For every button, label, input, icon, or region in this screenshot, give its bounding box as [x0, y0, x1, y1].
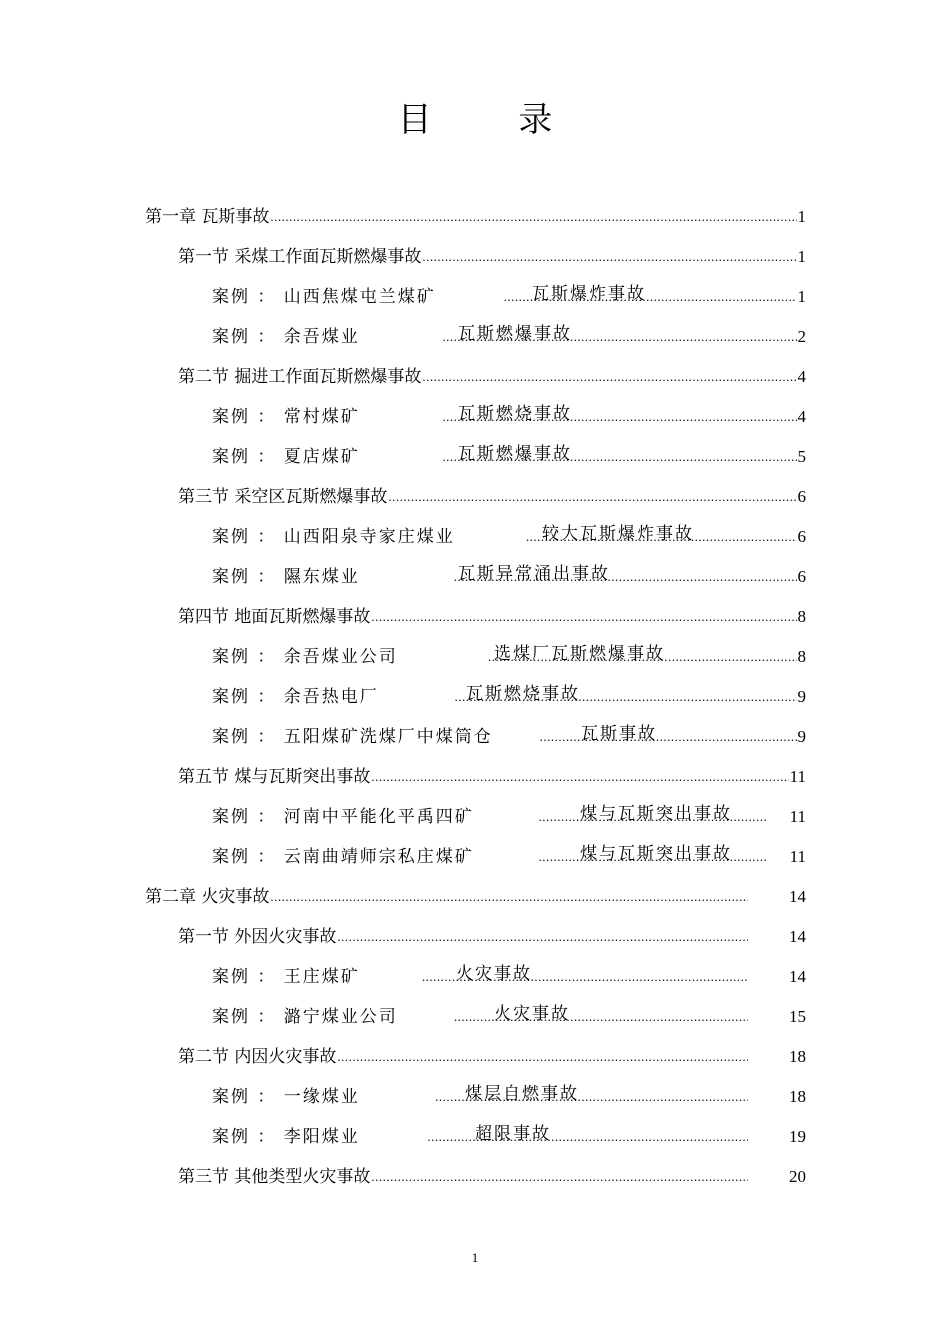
toc-entry-title: 案例 ： 云南曲靖师宗私庄煤矿: [212, 847, 474, 867]
toc-case-row[interactable]: [212, 400, 806, 428]
toc-entry-title: 第四节 地面瓦斯燃爆事故: [178, 607, 371, 627]
toc-case-row[interactable]: [212, 560, 806, 588]
toc-entry-title: 第三节 采空区瓦斯燃爆事故: [178, 487, 388, 507]
toc-section-row[interactable]: [178, 1160, 806, 1188]
toc-section-row[interactable]: [178, 360, 806, 388]
toc-entry-title: 第三节 其他类型火灾事故: [178, 1167, 371, 1187]
toc-page-number: 8: [797, 607, 806, 626]
toc-leader-dots: [371, 1168, 748, 1186]
toc-leader-dots: [371, 768, 788, 786]
toc-page-number: 11: [789, 767, 806, 786]
toc-entry-title: 案例 ： 余吾热电厂: [212, 687, 379, 707]
toc-page-number: 1: [797, 287, 806, 306]
toc-section-row[interactable]: [178, 1040, 806, 1068]
toc-page-number: 6: [797, 527, 806, 546]
toc-leader-dots: [540, 728, 797, 746]
toc-case-row[interactable]: [212, 280, 806, 308]
toc-chapter-row[interactable]: [145, 200, 806, 228]
toc-section-row[interactable]: [178, 480, 806, 508]
toc-entry-subtitle: 煤与瓦斯突出事故: [580, 804, 732, 824]
toc-case-row[interactable]: [212, 680, 806, 708]
toc-case-row[interactable]: [212, 520, 806, 548]
toc-leader-dots: [337, 928, 748, 946]
toc-entry-title: 第二节 内因火灾事故: [178, 1047, 337, 1067]
toc-leader-dots: [337, 1048, 748, 1066]
toc-entry-title: 案例 ： 潞宁煤业公司: [212, 1007, 398, 1027]
toc-case-row[interactable]: [212, 1080, 806, 1108]
toc-entry-title: 第一章 瓦斯事故: [145, 207, 270, 227]
toc-case-row[interactable]: [212, 800, 806, 828]
toc-entry-subtitle: 瓦斯燃爆事故: [458, 444, 572, 464]
toc-page-number: 1: [797, 207, 806, 226]
toc-entry-title: 案例 ： 夏店煤矿: [212, 447, 360, 467]
toc-section-row[interactable]: [178, 920, 806, 948]
toc-page-number: 9: [797, 687, 806, 706]
toc-chapter-row[interactable]: [145, 880, 806, 908]
toc-leader-dots: [270, 208, 796, 226]
toc-page-number: 11: [789, 807, 806, 826]
toc-entry-title: 案例 ： 五阳煤矿洗煤厂中煤筒仓: [212, 727, 493, 747]
toc-case-row[interactable]: [212, 320, 806, 348]
toc-page-number: 15: [789, 1007, 806, 1026]
toc-page-number: 14: [789, 967, 806, 986]
toc-page-number: 6: [797, 567, 806, 586]
toc-page-number: 18: [789, 1047, 806, 1066]
toc-page-number: 4: [797, 407, 806, 426]
toc-case-row[interactable]: [212, 1000, 806, 1028]
toc-entry-title: 案例 ： 余吾煤业公司: [212, 647, 398, 667]
toc-case-row[interactable]: [212, 840, 806, 868]
toc-case-row[interactable]: [212, 720, 806, 748]
toc-page-number: 5: [797, 447, 806, 466]
toc-entry-title: 第二章 火灾事故: [145, 887, 270, 907]
toc-entry-subtitle: 超限事故: [475, 1124, 551, 1144]
toc-page-number: 1: [797, 247, 806, 266]
page-title: 目 录: [397, 100, 591, 140]
toc-entry-title: 案例 ： 河南中平能化平禹四矿: [212, 807, 474, 827]
toc-case-row[interactable]: [212, 1120, 806, 1148]
toc-entry-subtitle: 瓦斯燃烧事故: [466, 684, 580, 704]
toc-page-number: 14: [789, 927, 806, 946]
toc-entry-title: 第五节 煤与瓦斯突出事故: [178, 767, 371, 787]
toc-entry-subtitle: 煤层自燃事故: [465, 1084, 579, 1104]
toc-page-number: 4: [797, 367, 806, 386]
toc-page-number: 14: [789, 887, 806, 906]
toc-entry-title: 第一节 采煤工作面瓦斯燃爆事故: [178, 247, 422, 267]
toc-case-row[interactable]: [212, 640, 806, 668]
toc-page-number: 11: [789, 847, 806, 866]
toc-entry-subtitle: 火灾事故: [494, 1004, 570, 1024]
toc-entry-title: 案例 ： 李阳煤业: [212, 1127, 360, 1147]
toc-leader-dots: [270, 888, 748, 906]
toc-page-number: 20: [789, 1167, 806, 1186]
toc-entry-subtitle: 火灾事故: [456, 964, 532, 984]
toc-leader-dots: [422, 368, 796, 386]
toc-page-number: 18: [789, 1087, 806, 1106]
toc-section-row[interactable]: [178, 600, 806, 628]
toc-entry-title: 案例 ： 一缘煤业: [212, 1087, 360, 1107]
toc-leader-dots: [422, 248, 796, 266]
toc-case-row[interactable]: [212, 960, 806, 988]
toc-entry-subtitle: 瓦斯异常涌出事故: [458, 564, 610, 584]
page-number-footer: 1: [471, 1250, 479, 1265]
toc-entry-title: 案例 ： 余吾煤业: [212, 327, 360, 347]
toc-entry-title: 案例 ： 常村煤矿: [212, 407, 360, 427]
toc-page-number: 6: [797, 487, 806, 506]
toc-entry-subtitle: 较大瓦斯爆炸事故: [542, 524, 694, 544]
toc-page-number: 9: [797, 727, 806, 746]
toc-entry-title: 第一节 外因火灾事故: [178, 927, 337, 947]
toc-section-row[interactable]: [178, 760, 806, 788]
toc-entry-title: 案例 ： 山西焦煤屯兰煤矿: [212, 287, 436, 307]
toc-entry-subtitle: 瓦斯燃爆事故: [458, 324, 572, 344]
toc-page-number: 2: [797, 327, 806, 346]
toc-entry-title: 案例 ： 山西阳泉寺家庄煤业: [212, 527, 455, 547]
toc-entry-title: 案例 ： 隰东煤业: [212, 567, 360, 587]
toc-page-number: 19: [789, 1127, 806, 1146]
toc-entry-title: 案例 ： 王庄煤矿: [212, 967, 360, 987]
toc-leader-dots: [388, 488, 796, 506]
toc-entry-title: 第二节 掘进工作面瓦斯燃爆事故: [178, 367, 422, 387]
toc-entry-subtitle: 瓦斯事故: [581, 724, 657, 744]
toc-section-row[interactable]: [178, 240, 806, 268]
toc-case-row[interactable]: [212, 440, 806, 468]
toc-page-number: 8: [797, 647, 806, 666]
toc-entry-subtitle: 瓦斯燃烧事故: [458, 404, 572, 424]
toc-entry-subtitle: 选煤厂瓦斯燃爆事故: [494, 644, 665, 664]
toc-leader-dots: [371, 608, 796, 626]
toc-entry-subtitle: 煤与瓦斯突出事故: [580, 844, 732, 864]
toc-entry-subtitle: 瓦斯爆炸事故: [532, 284, 646, 304]
